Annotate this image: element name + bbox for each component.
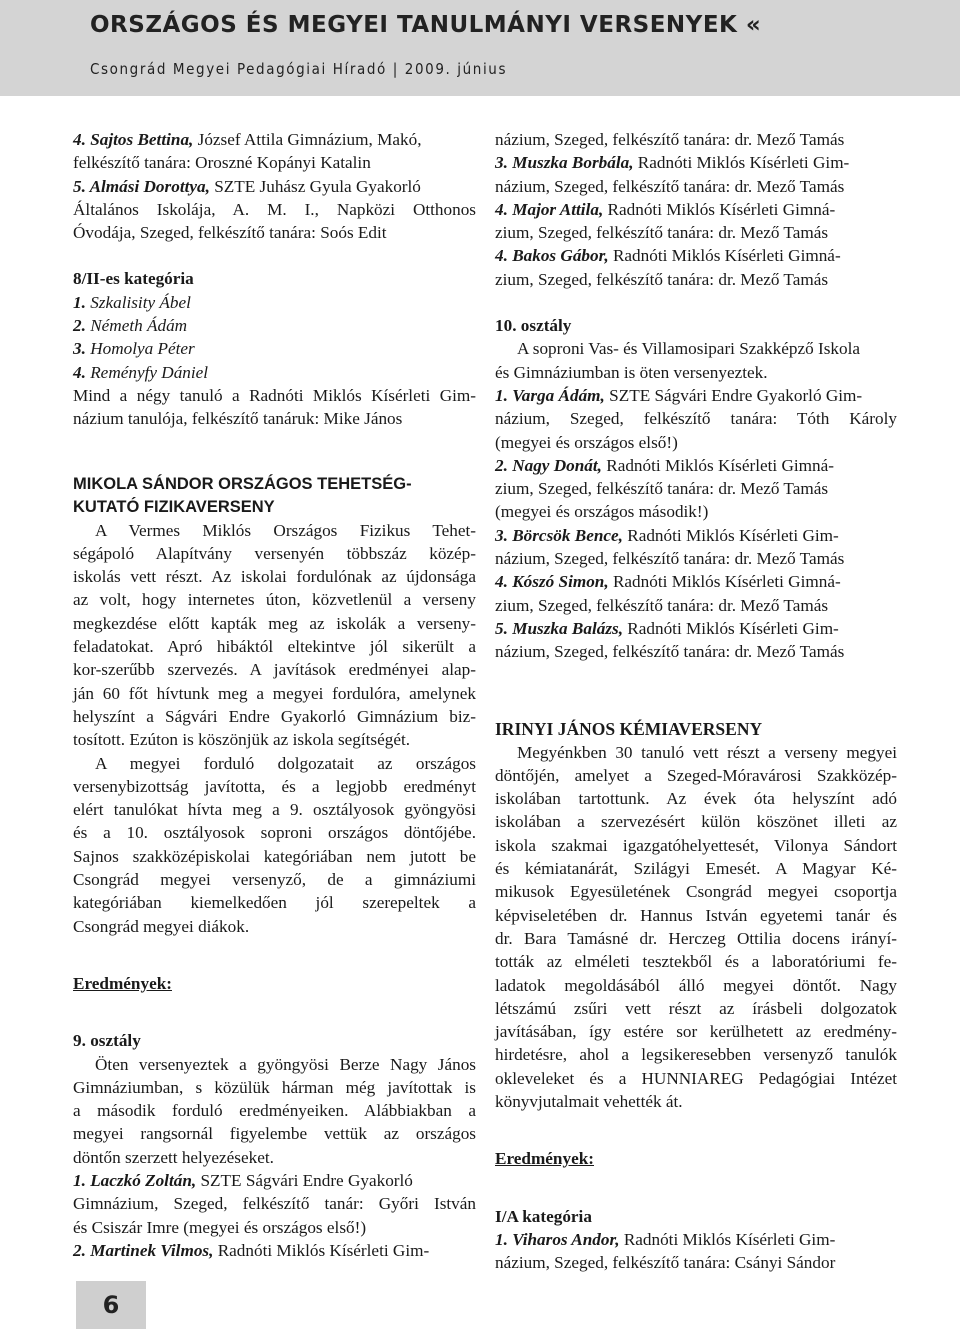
- result-line: 2. Nagy Donát, Radnóti Miklós Kísérleti Gimná-: [495, 455, 834, 475]
- result-line: 4. Bakos Gábor, Radnóti Miklós Kísérleti Gimná-: [495, 246, 841, 266]
- paragraph-line: megyei rangsornál figyelembe vettük az országos: [73, 1124, 476, 1144]
- result-line: (megyei és országos második!): [495, 502, 709, 522]
- result-line: názium, Szeged, felkészítő tanára: Csányi Sándor: [495, 1253, 836, 1273]
- header-subtitle: Csongrád Megyei Pedagógiai Híradó | 2009. június: [90, 60, 508, 78]
- paragraph-line: A megyei forduló dolgozatait az országos: [95, 753, 476, 773]
- paragraph-line: döntőn szerzett helyezéseket.: [73, 1147, 274, 1167]
- paragraph-line: hirdetésre, ahol a legsikeresebben versenyző tanulók: [495, 1045, 897, 1065]
- paragraph-line: ján 60 főt hívtunk meg a megyei fordulóra, amelynek: [73, 683, 476, 703]
- paragraph-line: és kémiatanárát, Szilágyi Emesét. A Magyar Ké-: [495, 859, 897, 879]
- result-line: zium, Szeged, felkészítő tanára: dr. Mező Tamás: [495, 595, 829, 615]
- paragraph-line: Csongrád megyei versenyző, de a gimnáziumi: [73, 870, 476, 890]
- result-line: Általános Iskolája, A. M. I., Napközi Otthonos: [73, 199, 476, 219]
- paragraph-line: tosított. Ezúton is köszönjük az iskola segítségét.: [73, 730, 411, 750]
- result-line: zium, Szeged, felkészítő tanára: dr. Mező Tamás: [495, 223, 829, 243]
- header-title: ORSZÁGOS ÉS MEGYEI TANULMÁNYI VERSENYEK «: [90, 12, 762, 38]
- result-line: 4. Kószó Simon, Radnóti Miklós Kísérleti Gimná-: [495, 572, 841, 592]
- paragraph-line: helyszínt a Ságvári Endre Gyakorló Gimnázium biz-: [73, 706, 476, 726]
- result-line: zium, Szeged, felkészítő tanára: dr. Mező Tamás: [495, 479, 829, 499]
- note-line: Mind a négy tanuló a Radnóti Miklós Kísérleti Gim-: [73, 385, 476, 405]
- result-line: 1. Varga Ádám, SZTE Ságvári Endre Gyakorló Gim-: [495, 385, 863, 405]
- paragraph-line: ségápoló Alapítvány versenyén többszáz közép-: [73, 543, 476, 563]
- result-line: 2. Martinek Vilmos, Radnóti Miklós Kísérleti Gim-: [73, 1240, 430, 1260]
- category-heading: 8/II-es kategória: [73, 269, 194, 289]
- paragraph-line: és a 10. osztályosok soproni országos döntőjébe.: [73, 823, 476, 843]
- right-column: [495, 128, 897, 1274]
- paragraph-line: A soproni Vas- és Villamosipari Szakképző Iskola: [517, 339, 860, 359]
- results-heading: Eredmények:: [495, 1149, 594, 1169]
- result-line: Gimnázium, Szeged, felkészítő tanár: Győri István: [73, 1194, 476, 1214]
- paragraph-line: javításában, így estére sor kerülhetett az eredmény-: [495, 1022, 897, 1042]
- paragraph-line: iskolában a szervezésért külön köszönet illeti az: [495, 812, 897, 832]
- paragraph-line: képviseletében dr. Hannus István egyetemi tanár és: [495, 905, 897, 925]
- results-heading: Eredmények:: [73, 973, 172, 993]
- paragraph-line: okleveleket és a HUNNIAREG Pedagógiai Intézet: [495, 1068, 897, 1088]
- paragraph-line: feladatokat. Apró hibáktól eltekintve jól sikerült a: [73, 637, 476, 657]
- result-line: 2. Németh Ádám: [73, 316, 188, 336]
- result-line: názium, Szeged, felkészítő tanára: dr. Mező Tamás: [495, 176, 845, 196]
- result-line: 1. Szkalisity Ábel: [73, 292, 191, 312]
- paragraph-line: mikusok Egyesületének Csongrád megyei csoportja: [495, 882, 897, 902]
- result-line: zium, Szeged, felkészítő tanára: dr. Mező Tamás: [495, 269, 829, 289]
- paragraph-line: kor-szerűbb szervezés. A javítások eredményei alap-: [73, 660, 476, 680]
- paragraph-line: kategóriában kiemelkedően jól szerepeltek a: [73, 893, 476, 913]
- result-line: 3. Muszka Borbála, Radnóti Miklós Kísérleti Gim-: [495, 153, 850, 173]
- result-line: 5. Muszka Balázs, Radnóti Miklós Kísérleti Gim-: [495, 618, 839, 638]
- paragraph-line: döntőjén, amelyet a Szeged-Móravárosi Szakközép-: [495, 765, 897, 785]
- result-line: 1. Laczkó Zoltán, SZTE Ságvári Endre Gyakorló: [73, 1170, 413, 1190]
- section-heading: IRINYI JÁNOS KÉMIAVERSENY: [495, 718, 763, 739]
- paragraph-line: elért tanulókat hívta meg a 9. osztályosok gyöngyösi: [73, 800, 476, 820]
- paragraph-line: iskolás vett részt. Az iskolai fordulónak az újdonsága: [73, 567, 476, 587]
- paragraph-line: tották az elméleti tesztekből és a laboratóriumi fe-: [495, 952, 897, 972]
- paragraph-line: Gimnáziumban, s közülük hárman még javítottak is: [73, 1077, 476, 1097]
- result-line: 5. Almási Dorottya, SZTE Juhász Gyula Gyakorló: [73, 176, 421, 196]
- result-line: 4. Major Attila, Radnóti Miklós Kísérleti Gimná-: [495, 199, 836, 219]
- page-header: [0, 0, 960, 96]
- result-line: názium, Szeged, felkészítő tanára: dr. Mező Tamás: [495, 642, 845, 662]
- paragraph-line: Megyénkben 30 tanuló vett részt a verseny megyei: [517, 742, 897, 762]
- category-heading: I/A kategória: [495, 1206, 592, 1226]
- result-line: Óvodája, Szeged, felkészítő tanára: Soós Edit: [73, 223, 387, 243]
- paragraph-line: ladatok megoldásából álló megyei döntőt. Nagy: [495, 975, 897, 995]
- grade-heading: 9. osztály: [73, 1031, 141, 1051]
- result-line: (megyei és országos első!): [495, 432, 678, 452]
- paragraph-line: létszámú zsűri vett részt az írásbeli dolgozatok: [495, 998, 897, 1018]
- result-line: názium, Szeged, felkészítő tanára: dr. Mező Tamás: [495, 549, 845, 569]
- result-line: 4. Sajtos Bettina, József Attila Gimnázium, Makó,: [73, 130, 422, 149]
- result-line: 4. Reményfy Dániel: [73, 362, 209, 382]
- paragraph-line: Csongrád megyei diákok.: [73, 916, 250, 936]
- result-line: felkészítő tanára: Oroszné Kopányi Katalin: [73, 153, 371, 173]
- section-heading: KUTATÓ FIZIKAVERSENY: [73, 497, 275, 516]
- result-line: 3. Homolya Péter: [73, 339, 195, 359]
- page-number: 6: [76, 1281, 146, 1329]
- grade-heading: 10. osztály: [495, 316, 572, 336]
- paragraph-line: dr. Bara Tamásné dr. Herczeg Ottilia docens irányí-: [495, 928, 897, 948]
- paragraph-line: az volt, hogy internetes úton, közvetlenül a verseny: [73, 590, 476, 610]
- result-line: 3. Börcsök Bence, Radnóti Miklós Kísérleti Gim-: [495, 525, 839, 545]
- result-line: názium, Szeged, felkészítő tanára: Tóth Károly: [495, 409, 897, 429]
- paragraph-line: A Vermes Miklós Országos Fizikus Tehet-: [95, 520, 476, 540]
- paragraph-line: a második forduló eredményeiken. Alábbiakban a: [73, 1101, 476, 1121]
- paragraph-line: Öten versenyeztek a gyöngyösi Berze Nagy János: [95, 1054, 476, 1074]
- paragraph-line: Sajnos szakközépiskolai kategóriában nem jutott be: [73, 846, 476, 866]
- paragraph-line: iskolában tartottunk. Az évek óta helyszínt adó: [495, 789, 897, 809]
- left-column: [73, 128, 476, 1262]
- paragraph-line: megkezdése előtt kapták meg az iskolák a verseny-: [73, 613, 476, 633]
- note-line: názium tanulója, felkészítő tanáruk: Mike János: [73, 409, 403, 429]
- result-line: názium, Szeged, felkészítő tanára: dr. Mező Tamás: [495, 130, 845, 149]
- paragraph-line: könyvjutalmait vehették át.: [495, 1091, 683, 1111]
- result-line: 1. Viharos Andor, Radnóti Miklós Kísérleti Gim-: [495, 1229, 836, 1249]
- paragraph-line: iskola szakmai igazgatóhelyettesét, Vilonya Sándort: [495, 835, 897, 855]
- paragraph-line: és Gimnáziumban is öten versenyeztek.: [495, 362, 768, 382]
- section-heading: MIKOLA SÁNDOR ORSZÁGOS TEHETSÉG-: [73, 474, 412, 493]
- paragraph-line: versenybizottság javította, és a legjobb eredményt: [73, 776, 476, 796]
- result-line: és Csiszár Imre (megyei és országos első!): [73, 1217, 367, 1237]
